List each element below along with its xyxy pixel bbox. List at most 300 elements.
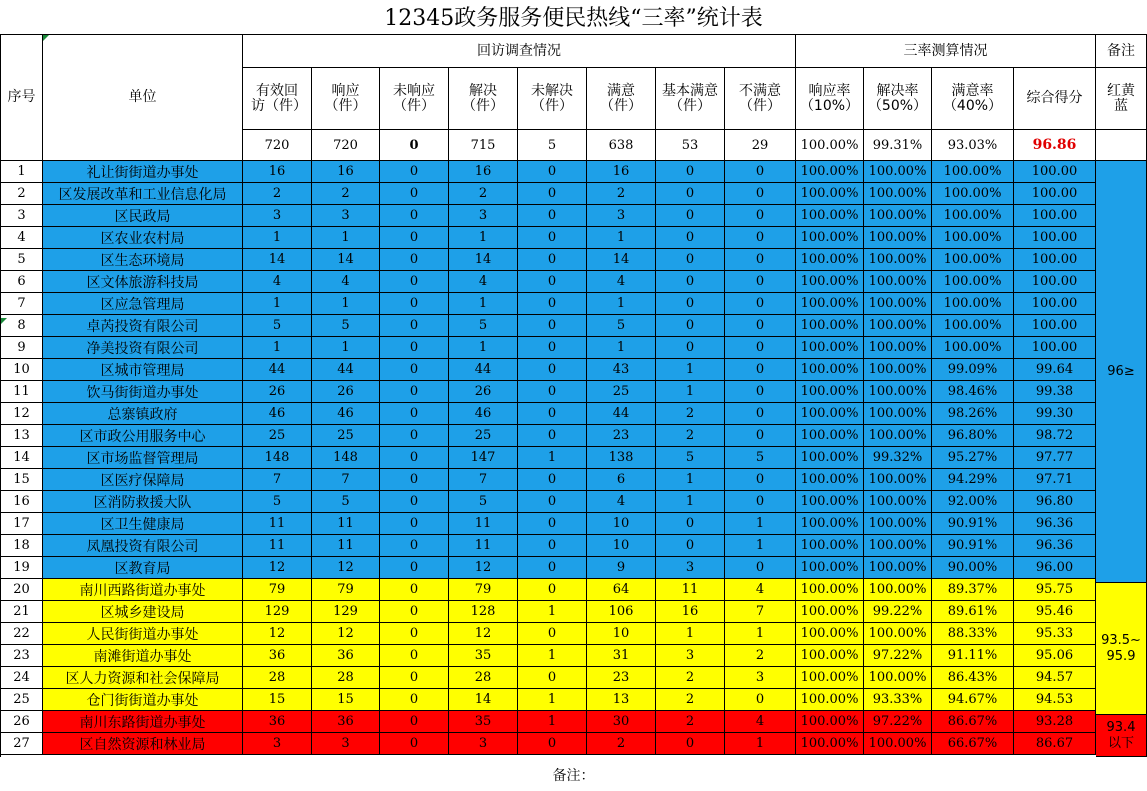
row-effective[interactable]: 36 [243,711,312,733]
row-satisfaction-rate[interactable]: 88.33% [932,623,1014,645]
row-total-score[interactable]: 99.64 [1014,359,1096,381]
row-unit[interactable]: 卓芮投资有限公司 [43,315,243,337]
row-respond[interactable]: 3 [312,205,380,227]
row-basic-satisfied[interactable]: 1 [656,381,725,403]
row-solve-rate[interactable]: 100.00% [864,425,932,447]
row-solve-rate[interactable]: 97.22% [864,711,932,733]
row-response-rate[interactable]: 100.00% [796,425,864,447]
row-solved[interactable]: 3 [449,733,518,755]
row-unsatisfied[interactable]: 5 [725,447,796,469]
row-effective[interactable]: 5 [243,315,312,337]
row-total-score[interactable]: 94.53 [1014,689,1096,711]
row-solved[interactable]: 7 [449,469,518,491]
row-satisfaction-rate[interactable]: 100.00% [932,227,1014,249]
header-respond[interactable]: 响应（件） [312,68,380,130]
row-seq[interactable]: 14 [1,447,43,469]
row-solved[interactable]: 2 [449,183,518,205]
row-not-respond[interactable]: 0 [380,733,449,755]
header-solved[interactable]: 解决（件） [449,68,518,130]
row-effective[interactable]: 11 [243,535,312,557]
row-effective[interactable]: 46 [243,403,312,425]
row-satisfied[interactable]: 31 [587,645,656,667]
row-effective[interactable]: 12 [243,623,312,645]
row-unit[interactable]: 区自然资源和林业局 [43,733,243,755]
row-satisfaction-rate[interactable]: 94.67% [932,689,1014,711]
row-effective[interactable]: 148 [243,447,312,469]
row-unit[interactable]: 人民街街道办事处 [43,623,243,645]
row-not-solved[interactable]: 0 [518,403,587,425]
row-unit[interactable]: 区医疗保障局 [43,469,243,491]
row-satisfaction-rate[interactable]: 96.80% [932,425,1014,447]
total-respond[interactable]: 720 [312,130,380,161]
row-basic-satisfied[interactable]: 0 [656,513,725,535]
row-response-rate[interactable]: 100.00% [796,623,864,645]
row-seq[interactable]: 15 [1,469,43,491]
row-not-solved[interactable]: 0 [518,249,587,271]
row-not-respond[interactable]: 0 [380,293,449,315]
row-solve-rate[interactable]: 100.00% [864,623,932,645]
row-solve-rate[interactable]: 100.00% [864,183,932,205]
row-unit[interactable]: 仓门街街道办事处 [43,689,243,711]
row-response-rate[interactable]: 100.00% [796,205,864,227]
row-respond[interactable]: 36 [312,711,380,733]
header-unsatisfied[interactable]: 不满意（件） [725,68,796,130]
total-not-respond[interactable]: 0 [380,130,449,161]
row-satisfaction-rate[interactable]: 99.09% [932,359,1014,381]
row-not-respond[interactable]: 0 [380,645,449,667]
row-response-rate[interactable]: 100.00% [796,601,864,623]
row-solve-rate[interactable]: 100.00% [864,403,932,425]
row-seq[interactable]: 7 [1,293,43,315]
row-unit[interactable]: 区农业农村局 [43,227,243,249]
row-effective[interactable]: 1 [243,227,312,249]
row-basic-satisfied[interactable]: 0 [656,315,725,337]
row-effective[interactable]: 3 [243,205,312,227]
total-effective[interactable]: 720 [243,130,312,161]
row-unit[interactable]: 区教育局 [43,557,243,579]
row-unit[interactable]: 礼让街街道办事处 [43,161,243,183]
row-satisfied[interactable]: 106 [587,601,656,623]
total-unsatisfied[interactable]: 29 [725,130,796,161]
row-solved[interactable]: 147 [449,447,518,469]
row-unit[interactable]: 区生态环境局 [43,249,243,271]
row-solved[interactable]: 35 [449,645,518,667]
row-unit[interactable]: 南滩街道办事处 [43,645,243,667]
row-respond[interactable]: 11 [312,513,380,535]
row-total-score[interactable]: 99.30 [1014,403,1096,425]
row-seq[interactable]: 20 [1,579,43,601]
row-solved[interactable]: 1 [449,337,518,359]
row-basic-satisfied[interactable]: 0 [656,535,725,557]
row-basic-satisfied[interactable]: 11 [656,579,725,601]
row-respond[interactable]: 15 [312,689,380,711]
row-effective[interactable]: 16 [243,161,312,183]
header-not-respond[interactable]: 未响应（件） [380,68,449,130]
row-basic-satisfied[interactable]: 1 [656,491,725,513]
row-satisfaction-rate[interactable]: 66.67% [932,733,1014,755]
row-solve-rate[interactable]: 100.00% [864,513,932,535]
row-effective[interactable]: 1 [243,293,312,315]
row-not-respond[interactable]: 0 [380,183,449,205]
row-satisfied[interactable]: 9 [587,557,656,579]
row-satisfaction-rate[interactable]: 92.00% [932,491,1014,513]
row-response-rate[interactable]: 100.00% [796,337,864,359]
row-basic-satisfied[interactable]: 0 [656,293,725,315]
row-satisfaction-rate[interactable]: 89.61% [932,601,1014,623]
row-unsatisfied[interactable]: 0 [725,227,796,249]
row-effective[interactable]: 11 [243,513,312,535]
row-not-respond[interactable]: 0 [380,557,449,579]
row-total-score[interactable]: 96.36 [1014,535,1096,557]
row-total-score[interactable]: 97.71 [1014,469,1096,491]
row-solved[interactable]: 14 [449,689,518,711]
row-respond[interactable]: 7 [312,469,380,491]
row-effective[interactable]: 1 [243,337,312,359]
row-basic-satisfied[interactable]: 2 [656,711,725,733]
row-not-respond[interactable]: 0 [380,271,449,293]
row-total-score[interactable]: 95.75 [1014,579,1096,601]
row-effective[interactable]: 26 [243,381,312,403]
row-solve-rate[interactable]: 100.00% [864,381,932,403]
row-not-solved[interactable]: 0 [518,359,587,381]
row-unsatisfied[interactable]: 0 [725,557,796,579]
row-satisfied[interactable]: 6 [587,469,656,491]
row-effective[interactable]: 2 [243,183,312,205]
row-solve-rate[interactable]: 100.00% [864,249,932,271]
row-unsatisfied[interactable]: 0 [725,271,796,293]
row-unit[interactable]: 总寨镇政府 [43,403,243,425]
row-total-score[interactable]: 86.67 [1014,733,1096,755]
row-total-score[interactable]: 95.06 [1014,645,1096,667]
row-solve-rate[interactable]: 100.00% [864,491,932,513]
row-solved[interactable]: 46 [449,403,518,425]
row-solve-rate[interactable]: 100.00% [864,535,932,557]
row-response-rate[interactable]: 100.00% [796,227,864,249]
row-unit[interactable]: 区市政公用服务中心 [43,425,243,447]
row-seq[interactable]: 3 [1,205,43,227]
row-effective[interactable]: 4 [243,271,312,293]
row-effective[interactable]: 12 [243,557,312,579]
total-not-solved[interactable]: 5 [518,130,587,161]
row-seq[interactable]: 12 [1,403,43,425]
row-respond[interactable]: 1 [312,293,380,315]
row-not-respond[interactable]: 0 [380,403,449,425]
row-unsatisfied[interactable]: 4 [725,579,796,601]
row-solved[interactable]: 26 [449,381,518,403]
row-seq[interactable]: 2 [1,183,43,205]
row-not-solved[interactable]: 0 [518,205,587,227]
row-not-respond[interactable]: 0 [380,205,449,227]
row-not-solved[interactable]: 0 [518,381,587,403]
row-seq[interactable]: 16 [1,491,43,513]
row-respond[interactable]: 1 [312,337,380,359]
row-basic-satisfied[interactable]: 2 [656,689,725,711]
row-satisfied[interactable]: 2 [587,183,656,205]
row-satisfaction-rate[interactable]: 95.27% [932,447,1014,469]
row-effective[interactable]: 79 [243,579,312,601]
row-total-score[interactable]: 98.72 [1014,425,1096,447]
note-red[interactable] [1096,715,1147,757]
row-unit[interactable]: 区市场监督管理局 [43,447,243,469]
row-not-solved[interactable]: 0 [518,293,587,315]
row-solve-rate[interactable]: 99.22% [864,601,932,623]
row-basic-satisfied[interactable]: 0 [656,733,725,755]
row-not-solved[interactable]: 0 [518,469,587,491]
row-basic-satisfied[interactable]: 3 [656,645,725,667]
row-satisfaction-rate[interactable]: 98.46% [932,381,1014,403]
row-solve-rate[interactable]: 100.00% [864,733,932,755]
row-not-solved[interactable]: 0 [518,271,587,293]
row-seq[interactable]: 11 [1,381,43,403]
row-seq[interactable]: 18 [1,535,43,557]
row-unit[interactable]: 区人力资源和社会保障局 [43,667,243,689]
row-solve-rate[interactable]: 100.00% [864,469,932,491]
row-seq[interactable]: 5 [1,249,43,271]
row-unsatisfied[interactable]: 0 [725,403,796,425]
row-not-solved[interactable]: 1 [518,689,587,711]
row-response-rate[interactable]: 100.00% [796,557,864,579]
row-effective[interactable]: 36 [243,645,312,667]
row-satisfied[interactable]: 14 [587,249,656,271]
row-solved[interactable]: 14 [449,249,518,271]
header-not-solved[interactable]: 未解决（件） [518,68,587,130]
row-total-score[interactable]: 96.80 [1014,491,1096,513]
row-not-respond[interactable]: 0 [380,161,449,183]
row-unsatisfied[interactable]: 0 [725,469,796,491]
row-respond[interactable]: 12 [312,557,380,579]
row-unit[interactable]: 区发展改革和工业信息化局 [43,183,243,205]
row-satisfaction-rate[interactable]: 100.00% [932,161,1014,183]
row-unsatisfied[interactable]: 7 [725,601,796,623]
row-response-rate[interactable]: 100.00% [796,513,864,535]
total-note-blank[interactable] [1096,130,1147,161]
row-unit[interactable]: 凤凰投资有限公司 [43,535,243,557]
header-basic-satisfied[interactable]: 基本满意（件） [656,68,725,130]
row-response-rate[interactable]: 100.00% [796,403,864,425]
row-satisfied[interactable]: 1 [587,293,656,315]
row-respond[interactable]: 3 [312,733,380,755]
row-total-score[interactable]: 100.00 [1014,337,1096,359]
row-solve-rate[interactable]: 100.00% [864,315,932,337]
row-total-score[interactable]: 100.00 [1014,161,1096,183]
row-basic-satisfied[interactable]: 1 [656,623,725,645]
row-basic-satisfied[interactable]: 5 [656,447,725,469]
row-effective[interactable]: 28 [243,667,312,689]
row-solve-rate[interactable]: 97.22% [864,645,932,667]
row-not-respond[interactable]: 0 [380,623,449,645]
row-solved[interactable]: 44 [449,359,518,381]
row-not-respond[interactable]: 0 [380,601,449,623]
row-solve-rate[interactable]: 100.00% [864,205,932,227]
row-unsatisfied[interactable]: 0 [725,205,796,227]
total-solved[interactable]: 715 [449,130,518,161]
row-not-respond[interactable]: 0 [380,469,449,491]
row-solved[interactable]: 25 [449,425,518,447]
row-satisfied[interactable]: 16 [587,161,656,183]
row-seq[interactable]: 9 [1,337,43,359]
row-solve-rate[interactable]: 100.00% [864,293,932,315]
row-unsatisfied[interactable]: 0 [725,359,796,381]
row-respond[interactable]: 148 [312,447,380,469]
row-total-score[interactable]: 100.00 [1014,315,1096,337]
row-unit[interactable]: 区卫生健康局 [43,513,243,535]
row-satisfied[interactable]: 10 [587,513,656,535]
total-solve-rate[interactable]: 99.31% [864,130,932,161]
header-response-rate[interactable]: 响应率（10%） [796,68,864,130]
row-seq[interactable]: 1 [1,161,43,183]
row-satisfaction-rate[interactable]: 89.37% [932,579,1014,601]
row-unsatisfied[interactable]: 0 [725,689,796,711]
row-response-rate[interactable]: 100.00% [796,579,864,601]
row-unsatisfied[interactable]: 2 [725,645,796,667]
row-not-solved[interactable]: 0 [518,337,587,359]
row-satisfaction-rate[interactable]: 90.91% [932,513,1014,535]
row-satisfaction-rate[interactable]: 100.00% [932,315,1014,337]
row-respond[interactable]: 25 [312,425,380,447]
row-respond[interactable]: 2 [312,183,380,205]
row-basic-satisfied[interactable]: 2 [656,667,725,689]
row-satisfied[interactable]: 3 [587,205,656,227]
row-satisfaction-rate[interactable]: 91.11% [932,645,1014,667]
row-solved[interactable]: 12 [449,623,518,645]
row-basic-satisfied[interactable]: 16 [656,601,725,623]
row-not-solved[interactable]: 0 [518,425,587,447]
row-respond[interactable]: 4 [312,271,380,293]
row-total-score[interactable]: 100.00 [1014,227,1096,249]
row-response-rate[interactable]: 100.00% [796,667,864,689]
row-respond[interactable]: 16 [312,161,380,183]
row-respond[interactable]: 5 [312,315,380,337]
row-seq[interactable]: 22 [1,623,43,645]
row-satisfaction-rate[interactable]: 100.00% [932,205,1014,227]
row-total-score[interactable]: 94.57 [1014,667,1096,689]
row-total-score[interactable]: 95.46 [1014,601,1096,623]
row-total-score[interactable]: 100.00 [1014,271,1096,293]
row-unsatisfied[interactable]: 0 [725,425,796,447]
row-solved[interactable]: 12 [449,557,518,579]
row-not-solved[interactable]: 0 [518,579,587,601]
row-not-solved[interactable]: 0 [518,183,587,205]
row-solve-rate[interactable]: 99.32% [864,447,932,469]
row-respond[interactable]: 129 [312,601,380,623]
row-response-rate[interactable]: 100.00% [796,645,864,667]
row-total-score[interactable]: 100.00 [1014,205,1096,227]
row-satisfaction-rate[interactable]: 86.67% [932,711,1014,733]
row-solved[interactable]: 3 [449,205,518,227]
row-not-solved[interactable]: 0 [518,315,587,337]
row-unsatisfied[interactable]: 0 [725,293,796,315]
row-satisfied[interactable]: 23 [587,667,656,689]
row-solved[interactable]: 79 [449,579,518,601]
row-not-respond[interactable]: 0 [380,447,449,469]
row-basic-satisfied[interactable]: 3 [656,557,725,579]
row-not-respond[interactable]: 0 [380,535,449,557]
header-note-col[interactable]: 红黄蓝 [1096,68,1147,130]
row-respond[interactable]: 46 [312,403,380,425]
row-not-respond[interactable]: 0 [380,513,449,535]
row-total-score[interactable]: 100.00 [1014,183,1096,205]
row-basic-satisfied[interactable]: 2 [656,425,725,447]
row-not-solved[interactable]: 0 [518,733,587,755]
total-total-score[interactable]: 96.86 [1014,130,1096,161]
row-basic-satisfied[interactable]: 0 [656,227,725,249]
row-not-solved[interactable]: 1 [518,447,587,469]
row-unit[interactable]: 饮马街街道办事处 [43,381,243,403]
row-response-rate[interactable]: 100.00% [796,447,864,469]
row-not-solved[interactable]: 0 [518,513,587,535]
row-satisfaction-rate[interactable]: 100.00% [932,271,1014,293]
row-not-respond[interactable]: 0 [380,491,449,513]
row-solved[interactable]: 35 [449,711,518,733]
row-unsatisfied[interactable]: 0 [725,381,796,403]
row-satisfied[interactable]: 10 [587,623,656,645]
row-solve-rate[interactable]: 100.00% [864,227,932,249]
row-unsatisfied[interactable]: 3 [725,667,796,689]
row-not-respond[interactable]: 0 [380,227,449,249]
row-not-solved[interactable]: 1 [518,711,587,733]
row-unsatisfied[interactable]: 1 [725,513,796,535]
row-not-respond[interactable]: 0 [380,689,449,711]
row-total-score[interactable]: 100.00 [1014,249,1096,271]
row-satisfied[interactable]: 138 [587,447,656,469]
row-satisfied[interactable]: 44 [587,403,656,425]
row-unit[interactable]: 区城市管理局 [43,359,243,381]
row-not-solved[interactable]: 0 [518,623,587,645]
row-effective[interactable]: 3 [243,733,312,755]
row-unsatisfied[interactable]: 4 [725,711,796,733]
row-unsatisfied[interactable]: 1 [725,535,796,557]
row-satisfied[interactable]: 4 [587,271,656,293]
header-solve-rate[interactable]: 解决率（50%） [864,68,932,130]
total-satisfaction-rate[interactable]: 93.03% [932,130,1014,161]
row-unit[interactable]: 区消防救援大队 [43,491,243,513]
row-total-score[interactable]: 99.38 [1014,381,1096,403]
row-not-respond[interactable]: 0 [380,425,449,447]
row-solve-rate[interactable]: 100.00% [864,667,932,689]
row-total-score[interactable]: 93.28 [1014,711,1096,733]
header-total-score[interactable]: 综合得分 [1014,68,1096,130]
row-solved[interactable]: 1 [449,227,518,249]
row-respond[interactable]: 28 [312,667,380,689]
row-satisfied[interactable]: 64 [587,579,656,601]
row-unsatisfied[interactable]: 0 [725,315,796,337]
row-unit[interactable]: 净美投资有限公司 [43,337,243,359]
row-basic-satisfied[interactable]: 1 [656,359,725,381]
note-yellow[interactable] [1096,583,1147,715]
row-satisfied[interactable]: 4 [587,491,656,513]
row-unsatisfied[interactable]: 0 [725,337,796,359]
row-not-respond[interactable]: 0 [380,337,449,359]
row-response-rate[interactable]: 100.00% [796,733,864,755]
row-unit[interactable]: 区文体旅游科技局 [43,271,243,293]
row-effective[interactable]: 44 [243,359,312,381]
row-unsatisfied[interactable]: 0 [725,491,796,513]
row-respond[interactable]: 14 [312,249,380,271]
row-effective[interactable]: 129 [243,601,312,623]
row-not-respond[interactable]: 0 [380,381,449,403]
row-response-rate[interactable]: 100.00% [796,711,864,733]
row-response-rate[interactable]: 100.00% [796,293,864,315]
row-not-respond[interactable]: 0 [380,711,449,733]
row-unit[interactable]: 南川西路街道办事处 [43,579,243,601]
row-solved[interactable]: 1 [449,293,518,315]
row-basic-satisfied[interactable]: 0 [656,161,725,183]
row-not-respond[interactable]: 0 [380,667,449,689]
row-solved[interactable]: 11 [449,513,518,535]
row-respond[interactable]: 36 [312,645,380,667]
total-basic-satisfied[interactable]: 53 [656,130,725,161]
row-seq[interactable]: 8 [1,315,43,337]
